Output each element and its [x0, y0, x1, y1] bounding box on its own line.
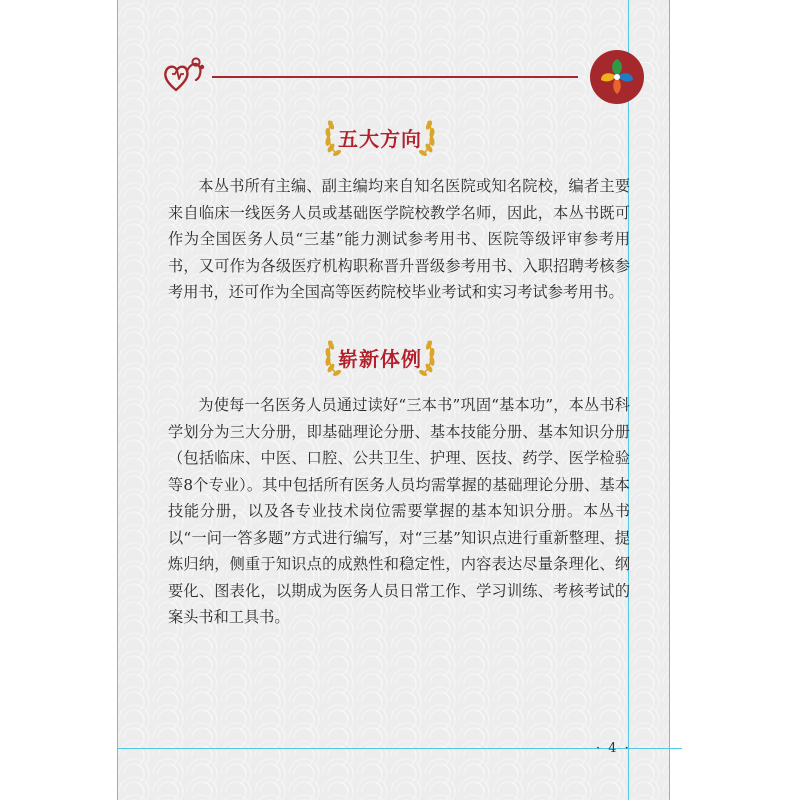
section-heading-1-text: 五大方向: [338, 127, 422, 151]
guide-line-left: [117, 0, 118, 800]
section-heading-2: [320, 335, 440, 381]
publisher-logo-icon: [589, 49, 645, 105]
header-rule: [212, 76, 578, 78]
section-2-paragraph: 为使每一名医务人员通过读好“三本书”巩固“基本功”，本丛书科学划分为三大分册，即基础理论分册、基本技能分册、基本知识分册（包括临床、中医、口腔、公共卫生、护理、医技、药学、医学检验等8个专业）。其中包括所有医务人员均需掌握的基础理论分册、基本技能分册，以及各专业技术岗位需要掌握的基本知识分册。本丛书以“一问一答多题”方式进行编写，对“三基”知识点进行重新整理、提炼归纳，侧重于知识点的成熟性和稳定性，内容表达尽量条理化、纲要化、图表化，以期成为医务人员日常工作、学习训练、考核考试的案头书和工具书。: [168, 396, 630, 626]
section-heading-1: [320, 115, 440, 161]
section-1-paragraph: 本丛书所有主编、副主编均来自知名医院或知名院校，编者主要来自临床一线医务人员或基础医学院校教学名师，因此，本丛书既可作为全国医务人员“三基”能力测试参考用书、医院等级评审参考用书，又可作为各级医疗机构职称晋升晋级参考用书、入职招聘考核参考用书，还可作为全国高等医药院校毕业考试和实习考试参考用书。: [168, 177, 630, 301]
heart-stethoscope-icon: [162, 56, 208, 96]
guide-line-right: [669, 0, 670, 800]
page-number: · 4 ·: [596, 741, 631, 756]
section-heading-2-text: 崭新体例: [338, 347, 422, 371]
